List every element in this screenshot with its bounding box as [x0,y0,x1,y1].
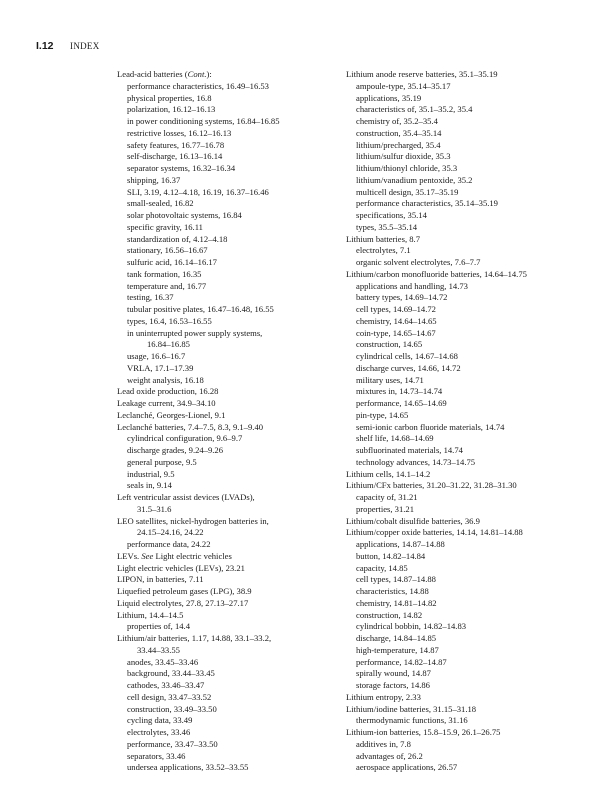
entry-text: organic solvent electrolytes, 7.6–7.7 [356,257,481,267]
entry-text: construction, 33.49–33.50 [127,703,217,714]
entry-text: cell design, 33.47–33.52 [127,691,212,702]
entry-text: applications and handling, 14.73 [356,280,468,291]
index-entry [346,269,576,281]
index-entry [117,69,342,81]
entry-text: mixtures in, 14.73–14.74 [356,386,443,397]
index-subentry [346,598,576,610]
index-subentry [346,222,576,234]
index-entry [117,551,342,563]
index-subentry [346,140,576,152]
entry-text: Lithium/cobalt disulfide batteries, 36.9 [346,515,480,526]
index-entry [117,516,342,528]
entry-italic-text: Cont. [187,69,207,79]
index-subentry [346,304,576,316]
entry-text: pin-type, 14.65 [356,409,409,420]
entry-text: Leclanché batteries, 7.4–7.5, 8.3, 9.1–9.40 [117,421,264,432]
index-subentry [117,163,342,175]
entry-text: Leakage current, 34.9–34.10 [117,398,216,408]
index-subentry [117,363,342,375]
index-subentry [117,469,342,481]
index-entry [117,398,342,410]
index-subentry [346,433,576,445]
index-subentry [117,292,342,304]
entry-text: construction, 35.4–35.14 [356,127,442,138]
index-subentry [117,222,342,234]
index-subentry [117,116,342,128]
entry-text: capacity, 14.85 [356,562,408,573]
entry-text: background, 33.44–33.45 [127,668,215,679]
index-subentry [346,328,576,340]
index-subentry [346,504,576,516]
entry-text: industrial, 9.5 [127,468,175,479]
entry-text: self-discharge, 16.13–16.14 [127,151,223,162]
entry-text: Light electric vehicles (LEVs), 23.21 [117,562,245,573]
index-subentry [117,504,342,516]
entry-text: Leclanché, Georges-Lionel, 9.1 [117,409,226,420]
entry-text: semi-ionic carbon fluoride materials, 14.74 [356,421,505,432]
index-subentry [117,257,342,269]
entry-text: solar photovoltaic systems, 16.84 [127,210,242,220]
index-entry [346,527,576,539]
index-subentry [117,81,342,93]
entry-text: discharge grades, 9.24–9.26 [127,445,224,455]
entry-text: physical properties, 16.8 [127,92,212,103]
index-entry [346,69,576,81]
entry-text: Lithium/air batteries, 1.17, 14.88, 33.1–33.2, [117,633,272,643]
index-subentry [117,304,342,316]
index-subentry [117,480,342,492]
entry-text: SLI, 3.19, 4.12–4.18, 16.19, 16.37–16.46 [127,186,269,197]
entry-text: Lithium-ion batteries, 15.8–15.9, 26.1–26.75 [346,727,501,737]
index-subentry [346,586,576,598]
entry-text: performance, 14.82–14.87 [356,656,447,667]
index-subentry [346,339,576,351]
index-subentry [346,363,576,375]
entry-text: multicell design, 35.17–35.19 [356,186,459,197]
entry-text: Lithium/copper oxide batteries, 14.14, 14.81–14.88 [346,527,523,538]
index-subentry [117,762,342,774]
entry-text: construction, 14.82 [356,609,423,620]
entry-text: lithium/sulfur dioxide, 35.3 [356,151,451,162]
index-subentry [346,151,576,163]
index-subentry [346,410,576,422]
index-subentry [346,492,576,504]
index-entry [346,692,576,704]
index-subentry [346,316,576,328]
entry-text: cylindrical bobbin, 14.82–14.83 [356,621,467,632]
entry-text: performance data, 24.22 [127,539,211,549]
entry-text: Lithium anode reserve batteries, 35.1–35.19 [346,69,498,79]
entry-text: weight analysis, 16.18 [127,374,204,385]
entry-text: characteristics, 14.88 [356,586,429,596]
index-subentry [346,633,576,645]
index-entry [117,598,342,610]
entry-text: cylindrical cells, 14.67–14.68 [356,351,458,361]
entry-text: lithium/vanadium pentoxide, 35.2 [356,174,473,185]
index-subentry [346,245,576,257]
entry-text-after: Light electric vehicles [153,550,232,561]
entry-text: standardization of, 4.12–4.18 [127,233,228,244]
index-subentry [117,281,342,293]
index-subentry [117,704,342,716]
index-subentry [346,175,576,187]
index-entry [117,610,342,622]
entry-text: in power conditioning systems, 16.84–16.85 [127,116,280,126]
index-subentry [117,539,342,551]
entry-text: button, 14.82–14.84 [356,550,426,561]
index-subentry [346,198,576,210]
entry-text: thermodynamic functions, 31.16 [356,715,468,726]
index-subentry [117,140,342,152]
entry-text: Lithium/CFx batteries, 31.20–31.22, 31.28–31.30 [346,480,517,491]
entry-text: subfluorinated materials, 14.74 [356,445,463,455]
index-subentry [346,610,576,622]
entry-text: lithium/thionyl chloride, 35.3 [356,163,458,173]
entry-text: usage, 16.6–16.7 [127,351,186,361]
index-subentry [346,762,576,774]
entry-text: advantages of, 26.2 [356,750,423,761]
index-subentry [117,175,342,187]
index-entry [346,234,576,246]
index-subentry [117,645,342,657]
entry-text: Lithium entropy, 2.33 [346,691,421,702]
entry-text: Lithium batteries, 8.7 [346,233,420,244]
entry-text: aerospace applications, 26.57 [356,762,458,773]
entry-text: discharge curves, 14.66, 14.72 [356,362,461,373]
index-subentry [117,210,342,222]
entry-text: chemistry, 14.81–14.82 [356,597,437,608]
entry-text: discharge, 14.84–14.85 [356,633,437,643]
index-subentry [346,257,576,269]
entry-text: performance characteristics, 16.49–16.53 [127,80,269,91]
entry-text: 31.5–31.6 [137,503,172,514]
index-subentry [346,657,576,669]
entry-text: coin-type, 14.65–14.67 [356,327,436,338]
index-subentry [346,645,576,657]
entry-text: storage factors, 14.86 [356,680,430,690]
index-entry [117,410,342,422]
entry-text: construction, 14.65 [356,339,423,350]
entry-text: testing, 16.37 [127,292,174,303]
index-entry [346,516,576,528]
index-entry [117,574,342,586]
entry-text: applications, 14.87–14.88 [356,539,445,549]
entry-text: Lead-acid batteries ( [117,69,188,79]
entry-text: Lithium cells, 14.1–14.2 [346,468,431,479]
index-entry [346,704,576,716]
entry-text: spirally wound, 14.87 [356,668,431,679]
index-entry [117,422,342,434]
index-subentry [346,751,576,763]
entry-text: Lead oxide production, 16.28 [117,386,219,397]
index-subentry [117,351,342,363]
entry-text: ampoule-type, 35.14–35.17 [356,80,451,91]
index-subentry [346,163,576,175]
entry-text: LEO satellites, nickel-hydrogen batteries in, [117,515,269,526]
page-number: I.12 [36,40,54,52]
entry-italic-text: See [141,550,154,561]
index-subentry [346,281,576,293]
entry-text: Left ventricular assist devices (LVADs), [117,492,255,502]
entry-text: characteristics of, 35.1–35.2, 35.4 [356,104,473,115]
index-subentry [346,621,576,633]
entry-text: Lithium/iodine batteries, 31.15–31.18 [346,703,477,714]
entry-text: types, 35.5–35.14 [356,221,418,232]
index-subentry [346,551,576,563]
index-subentry [117,621,342,633]
entry-text: 24.15–24.16, 24.22 [137,527,204,538]
index-column-left [117,69,342,774]
index-subentry [117,739,342,751]
index-subentry [346,668,576,680]
entry-text: small-sealed, 16.82 [127,198,194,209]
entry-text: technology advances, 14.73–14.75 [356,456,476,467]
index-subentry [117,328,342,340]
index-subentry [117,445,342,457]
index-subentry [117,269,342,281]
entry-text: electrolytes, 33.46 [127,727,191,737]
index-entry [346,469,576,481]
entry-text: Liquid electrolytes, 27.8, 27.13–27.17 [117,597,249,608]
index-subentry [117,715,342,727]
entry-text: separators, 33.46 [127,750,186,761]
entry-text: specifications, 35.14 [356,210,427,220]
entry-text: performance characteristics, 35.14–35.19 [356,198,498,209]
entry-text: tank formation, 16.35 [127,268,202,279]
entry-text: electrolytes, 7.1 [356,245,411,256]
index-subentry [117,198,342,210]
index-subentry [117,128,342,140]
entry-text: lithium/precharged, 35.4 [356,139,441,150]
entry-text: general purpose, 9.5 [127,456,197,467]
index-subentry [346,457,576,469]
entry-text: types, 16.4, 16.53–16.55 [127,315,212,326]
index-subentry [117,375,342,387]
index-subentry [346,128,576,140]
entry-text: separator systems, 16.32–16.34 [127,163,236,173]
index-subentry [117,234,342,246]
entry-text: properties, 31.21 [356,503,414,514]
index-subentry [346,116,576,128]
running-head: INDEX [70,41,100,51]
entry-text: Lithium, 14.4–14.5 [117,609,184,620]
index-subentry [346,715,576,727]
entry-text: shelf life, 14.68–14.69 [356,433,434,444]
entry-text: high-temperature, 14.87 [356,644,439,655]
index-subentry [346,292,576,304]
index-entry [117,633,342,645]
index-subentry [346,398,576,410]
index-subentry [117,727,342,739]
index-subentry [117,104,342,116]
index-subentry [117,751,342,763]
entry-text: sulfuric acid, 16.14–16.17 [127,257,217,267]
index-subentry [346,210,576,222]
entry-text: properties of, 14.4 [127,621,191,632]
index-subentry [117,680,342,692]
entry-text: Lithium/carbon monofluoride batteries, 14.64–14.75 [346,268,527,279]
entry-text: in uninterrupted power supply systems, [127,327,263,338]
index-subentry [346,81,576,93]
entry-text: cell types, 14.87–14.88 [356,574,436,585]
index-subentry [117,187,342,199]
entry-text: LEVs. [117,550,142,561]
entry-text: 33.44–33.55 [137,644,180,655]
entry-text: seals in, 9.14 [127,480,172,491]
entry-text: military uses, 14.71 [356,374,424,385]
entry-text: cycling data, 33.49 [127,715,193,726]
index-subentry [117,692,342,704]
entry-text: undersea applications, 33.52–33.55 [127,762,249,773]
entry-text: Liquefied petroleum gases (LPG), 38.9 [117,586,252,596]
entry-text: chemistry, 14.64–14.65 [356,315,437,326]
entry-text: capacity of, 31.21 [356,492,418,502]
index-subentry [346,680,576,692]
index-subentry [346,445,576,457]
index-entry [117,492,342,504]
index-entry [346,480,576,492]
index-entry [117,586,342,598]
entry-text: battery types, 14.69–14.72 [356,292,448,303]
entry-text: 16.84–16.85 [147,339,190,350]
entry-text: anodes, 33.45–33.46 [127,656,199,667]
entry-text: shipping, 16.37 [127,174,181,185]
entry-text: applications, 35.19 [356,92,422,103]
index-subentry [117,316,342,328]
entry-text: performance, 14.65–14.69 [356,398,447,408]
entry-text: polarization, 16.12–16.13 [127,104,216,115]
index-subentry [346,563,576,575]
index-subentry [346,422,576,434]
entry-text: stationary, 16.56–16.67 [127,245,208,256]
entry-text: cathodes, 33.46–33.47 [127,680,205,690]
index-subentry [117,657,342,669]
index-subentry [346,574,576,586]
page-header [36,40,100,53]
index-subentry [117,245,342,257]
index-subentry [346,93,576,105]
entry-text: restrictive losses, 16.12–16.13 [127,127,232,138]
index-subentry [346,386,576,398]
entry-text: specific gravity, 16.11 [127,221,203,232]
entry-text: cylindrical configuration, 9.6–9.7 [127,433,243,444]
index-subentry [117,93,342,105]
entry-text: tubular positive plates, 16.47–16.48, 16.55 [127,304,274,314]
entry-text: LIPON, in batteries, 7.11 [117,574,204,585]
entry-text: chemistry of, 35.2–35.4 [356,116,438,126]
entry-text: temperature and, 16.77 [127,280,207,291]
entry-text: cell types, 14.69–14.72 [356,304,436,314]
index-entry [117,386,342,398]
entry-text: safety features, 16.77–16.78 [127,139,225,150]
index-subentry [346,739,576,751]
index-subentry [117,339,342,351]
entry-text: performance, 33.47–33.50 [127,738,218,749]
index-entry [117,563,342,575]
index-subentry [117,457,342,469]
index-subentry [117,433,342,445]
index-subentry [117,668,342,680]
index-subentry [117,527,342,539]
index-entry [346,727,576,739]
entry-text: VRLA, 17.1–17.39 [127,362,194,373]
index-subentry [346,104,576,116]
index-subentry [346,187,576,199]
index-subentry [346,539,576,551]
index-column-right [346,69,576,774]
index-subentry [117,151,342,163]
entry-text: additives in, 7.8 [356,738,411,749]
index-subentry [346,375,576,387]
entry-text-after: ): [206,69,212,79]
index-subentry [346,351,576,363]
